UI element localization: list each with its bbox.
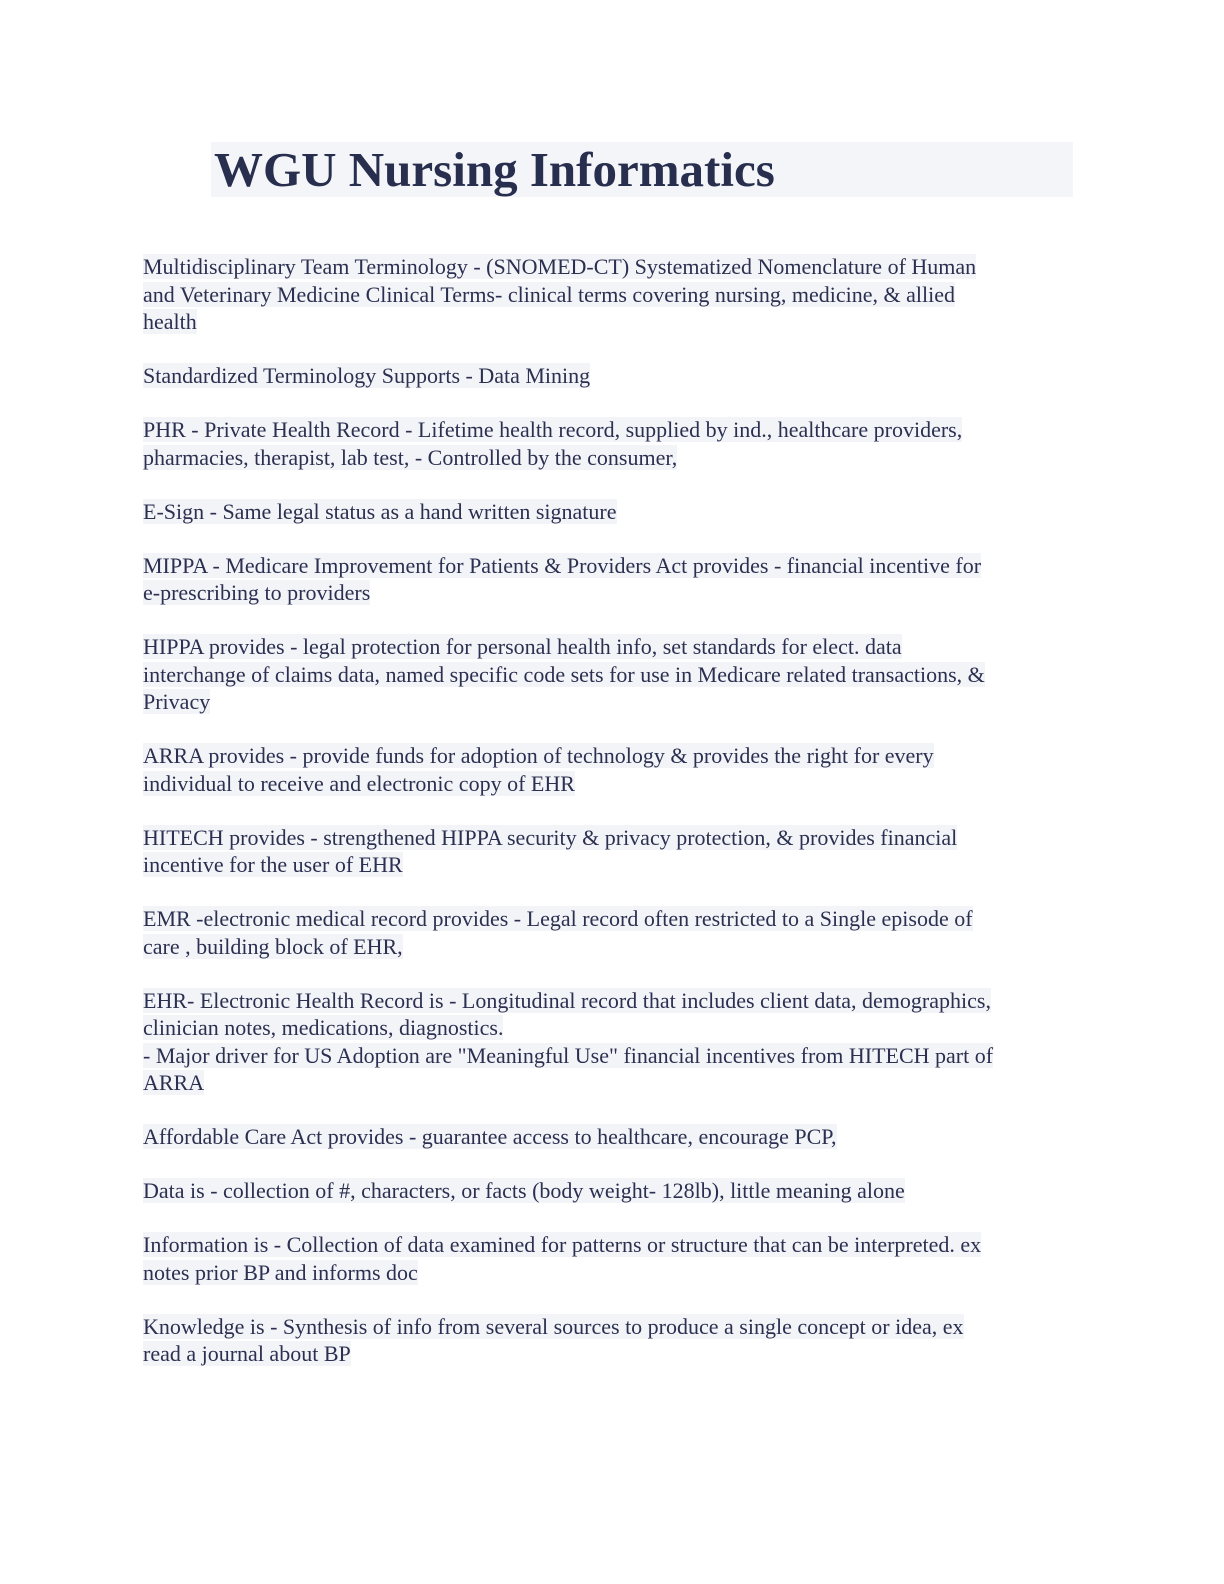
entry-line xyxy=(143,308,1073,336)
entry-line-text: - Major driver for US Adoption are "Meaningful Use" financial incentives from HITECH part of xyxy=(143,1042,994,1068)
entry-line-text: Multidisciplinary Team Terminology - (SNOMED-CT) Systematized Nomenclature of Human xyxy=(143,254,977,279)
entry-line xyxy=(143,1177,1073,1205)
entry-line xyxy=(143,1014,1073,1042)
entry-line xyxy=(143,1123,1073,1151)
entry-line xyxy=(143,1069,1073,1097)
entry-line xyxy=(143,987,1073,1015)
entry-line xyxy=(143,281,1073,309)
entry-line-text: Affordable Care Act provides - guarantee access to healthcare, encourage PCP, xyxy=(143,1124,837,1149)
entry-line-text: ARRA xyxy=(143,1070,205,1095)
entry-line-text: incentive for the user of EHR xyxy=(143,852,403,877)
entry-line xyxy=(143,579,1073,607)
entries-list xyxy=(143,253,1073,1394)
entry-line-text: EMR -electronic medical record provides - Legal record often restricted to a Single episode of xyxy=(143,906,973,931)
entry-line xyxy=(143,253,1073,281)
entry-line xyxy=(143,1340,1073,1368)
entry-line-text: notes prior BP and informs doc xyxy=(143,1259,418,1285)
definition-entry xyxy=(143,905,1073,960)
entry-line-text: HIPPA provides - legal protection for personal health info, set standards for elect. data xyxy=(143,634,902,659)
entry-line xyxy=(143,444,1073,472)
definition-entry xyxy=(143,498,1073,526)
entry-line-text: HITECH provides - strengthened HIPPA security & privacy protection, & provides financial xyxy=(143,824,958,850)
entry-line xyxy=(143,661,1073,689)
entry-line xyxy=(143,1231,1073,1259)
entry-line-text: Information is - Collection of data examined for patterns or structure that can be interpreted. ex xyxy=(143,1232,982,1257)
entry-line xyxy=(143,770,1073,798)
definition-entry xyxy=(143,742,1073,797)
definition-entry xyxy=(143,1177,1073,1205)
entry-line xyxy=(143,498,1073,526)
entry-line xyxy=(143,742,1073,770)
entry-line xyxy=(143,633,1073,661)
entry-line-text: interchange of claims data, named specific code sets for use in Medicare related transactions, & xyxy=(143,661,985,687)
entry-line-text: and Veterinary Medicine Clinical Terms- clinical terms covering nursing, medicine, & allied xyxy=(143,281,956,307)
definition-entry xyxy=(143,633,1073,716)
definition-entry xyxy=(143,253,1073,336)
definition-entry xyxy=(143,824,1073,879)
entry-line xyxy=(143,1313,1073,1341)
entry-line xyxy=(143,933,1073,961)
entry-line-text: MIPPA - Medicare Improvement for Patients & Providers Act provides - financial incentive for xyxy=(143,552,982,578)
entry-line-text: health xyxy=(143,309,197,334)
definition-entry xyxy=(143,1313,1073,1368)
entry-line xyxy=(143,905,1073,933)
entry-line xyxy=(143,824,1073,852)
entry-line-text: Knowledge is - Synthesis of info from several sources to produce a single concept or idea, ex xyxy=(143,1313,964,1339)
entry-line-text: Data is - collection of #, characters, or facts (body weight- 128lb), little meaning alone xyxy=(143,1178,905,1203)
entry-line-text: Privacy xyxy=(143,689,211,714)
entry-line xyxy=(143,1042,1073,1070)
entry-line-text: individual to receive and electronic copy of EHR xyxy=(143,770,575,796)
entry-line xyxy=(143,552,1073,580)
entry-line-text: ARRA provides - provide funds for adoption of technology & provides the right for every xyxy=(143,743,934,768)
entry-line-text: care , building block of EHR, xyxy=(143,933,403,959)
definition-entry xyxy=(143,416,1073,471)
document-title: WGU Nursing Informatics xyxy=(214,142,775,197)
entry-line-text: EHR- Electronic Health Record is - Longitudinal record that includes client data, demographics, xyxy=(143,987,991,1013)
entry-line xyxy=(143,416,1073,444)
entry-line xyxy=(143,362,1073,390)
definition-entry xyxy=(143,1123,1073,1151)
entry-line-text: e-prescribing to providers xyxy=(143,580,371,605)
entry-line-text: pharmacies, therapist, lab test, - Controlled by the consumer, xyxy=(143,444,678,470)
definition-entry xyxy=(143,987,1073,1097)
entry-line-text: PHR - Private Health Record - Lifetime health record, supplied by ind., healthcare providers, xyxy=(143,417,963,442)
definition-entry xyxy=(143,362,1073,390)
entry-line xyxy=(143,851,1073,879)
entry-line-text: clinician notes, medications, diagnostics. xyxy=(143,1015,504,1040)
entry-line-text: Standardized Terminology Supports - Data Mining xyxy=(143,363,591,388)
definition-entry xyxy=(143,552,1073,607)
entry-line xyxy=(143,1259,1073,1287)
entry-line xyxy=(143,688,1073,716)
definition-entry xyxy=(143,1231,1073,1286)
entry-line-text: read a journal about BP xyxy=(143,1341,351,1366)
entry-line-text: E-Sign - Same legal status as a hand written signature xyxy=(143,498,617,524)
